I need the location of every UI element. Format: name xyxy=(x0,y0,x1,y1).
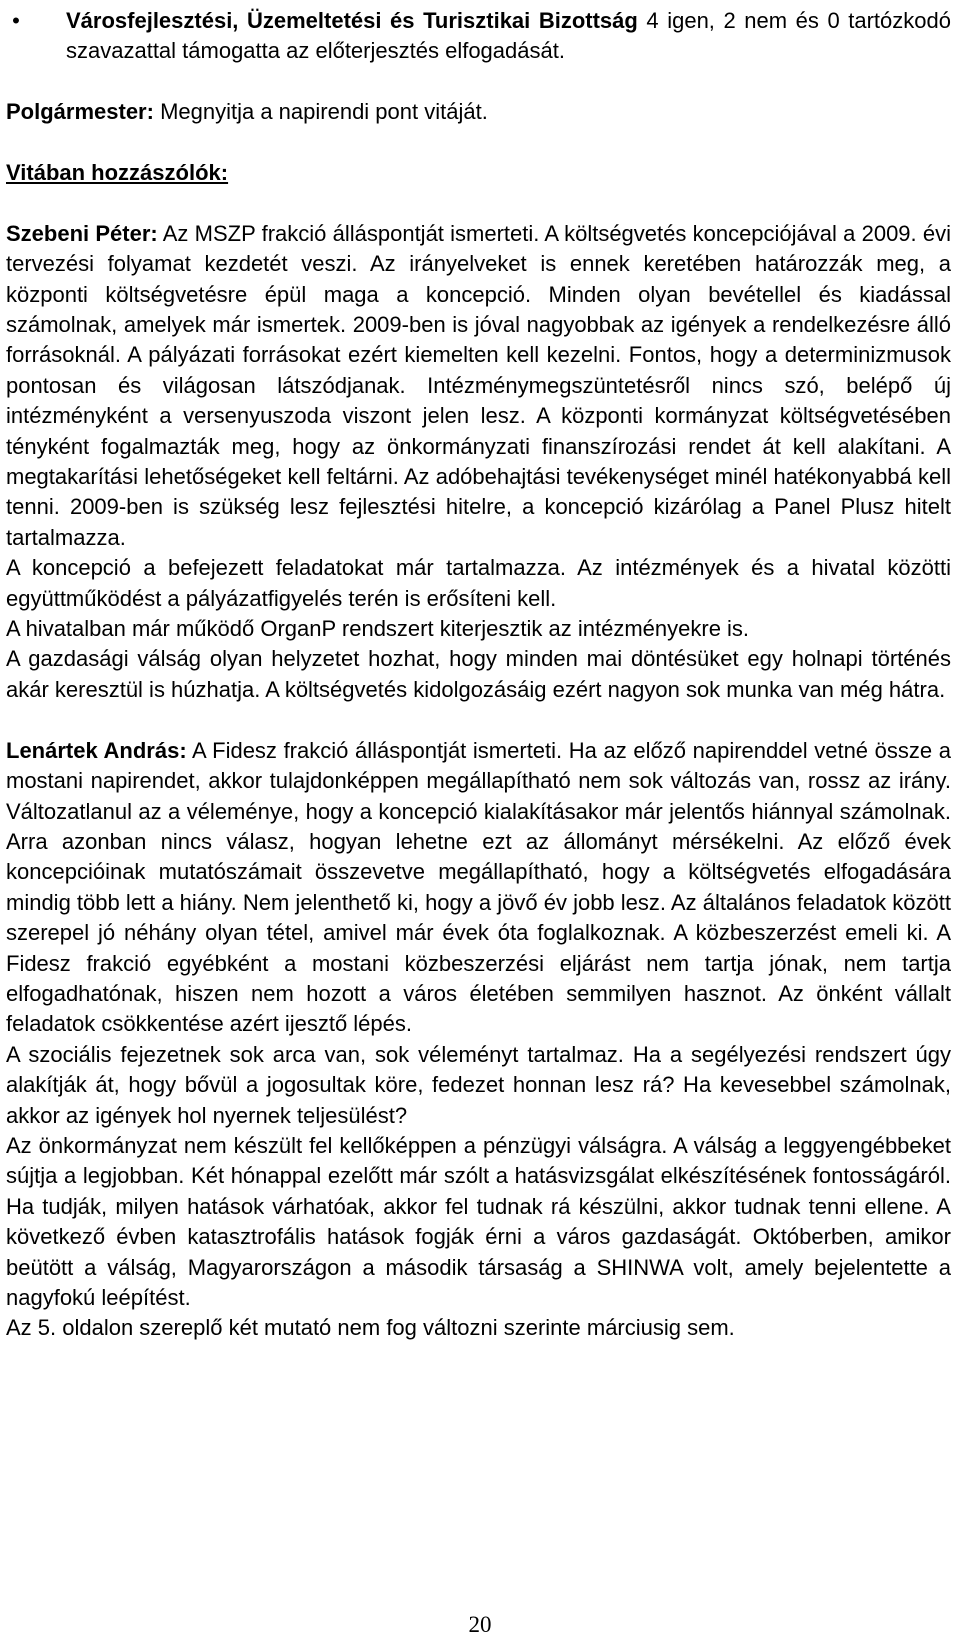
bullet-icon: • xyxy=(12,8,20,33)
page-number: 20 xyxy=(468,1612,492,1637)
committee-vote-item xyxy=(6,6,951,67)
speaker-szebeni-paragraph-4: A gazdasági válság olyan helyzetet hozhat, hogy minden mai döntésüket egy holnapi történés akár keresztül is húzhatja. A költségvetés kidolgozásáig ezért nagyon sok munka van még hátra. xyxy=(6,646,951,702)
speaker-lenartek-paragraph xyxy=(6,736,951,1040)
speaker-text: Az MSZP frakció álláspontját ismerteti. A költségvetés koncepciójával a 2009. évi tervezési folyamat kezdetét veszi. Az irányelveket is ennek keretében határozzák meg, a központi költségvetésre épül maga a koncepció. Minden olyan bevétellel és kiadással számolnak, amelyek már ismertek. 2009-ben is jóval nagyobbak az igények a rendelkezésre álló forrásoknál. A pályázati forrásokat ezért kiemelten kell kezelni. Fontos, hogy a determinizmusok pontosan és világosan látszódjanak. Intézménymegszüntetésről nincs szó, belépő új intézményként a versenyuszoda viszont jelen lesz. A központi kormányzat költségvetésében tényként fogalmazták meg, hogy az önkormányzati finanszírozási rendet át kell alakítani. A megtakarítási lehetőségeket kell feltárni. Az adóbehajtási tevékenységet minél hatékonyabbá kell tenni. 2009-ben is szükség lesz fejlesztési hitelre, a koncepció kizárólag a Panel Plusz hitelt tartalmazza. xyxy=(6,220,952,550)
speaker-lenartek-paragraph-2: A szociális fejezetnek sok arca van, sok véleményt tartalmaz. Ha a segélyezési rendszert úgy alakítják át, hogy bővül a jogosultak köre, fedezet honnan lesz rá? Ha kevesebbel számolnak, akkor az igények hol nyernek teljesülést? xyxy=(6,1041,951,1128)
speaker-name: Szebeni Péter: xyxy=(6,220,158,246)
committee-vote-text: 4 igen, 2 nem és 0 tartózkodó szavazattal támogatta az előterjesztés elfogadását. xyxy=(66,8,951,64)
speaker-szebeni-paragraph xyxy=(6,219,951,553)
document-body xyxy=(6,6,951,1344)
mayor-text: Megnyitja a napirendi pont vitáját. xyxy=(153,99,488,125)
speaker-lenartek-paragraph-4: Az 5. oldalon szereplő két mutató nem fog változni szerinte márciusig sem. xyxy=(6,1315,735,1341)
mayor-label: Polgármester: xyxy=(6,99,154,125)
speaker-text: A Fidesz frakció álláspontját ismerteti. Ha az előző napirenddel vetné össze a mostani napirendet, akkor tulajdonképpen megállapítható nem sok változás van, rossz az irány. Változatlanul az a véleménye, hogy a koncepció kialakításakor már jelentős hiánnyal számolnak. Arra azonban nincs válasz, hogyan lehetne ezt az állományt mérsékelni. Az előző évek koncepcióinak mutatószámait összevetve megállapítható, hogy a költségvetés elfogadására mindig több lett a hiány. Nem jelenthető ki, hogy a jövő év jobb lesz. Az általános feladatok között szerepel jó néhány olyan tétel, amivel már évek óta foglalkoznak. A közbeszerzést emeli ki. A Fidesz frakció egyébként a mostani közbeszerzési eljárást nem tartja jónak, nem tartja elfogadhatónak, hiszen nem hozott a város életében semmilyen hasznot. Az önként vállalt feladatok csökkentése azért ijesztő lépés. xyxy=(6,737,951,1037)
speaker-name: Lenártek András: xyxy=(6,737,187,763)
committee-name: Városfejlesztési, Üzemeltetési és Turisztikai Bizottság xyxy=(66,8,638,33)
speaker-lenartek-paragraph-3: Az önkormányzat nem készült fel kellőképpen a pénzügyi válságra. A válság a leggyengébbeket sújtja a legjobban. Két hónappal ezelőtt már szólt a hatásvizsgálat elkészítésének fontosságáról. Ha tudják, milyen hatások várhatóak, akkor fel tudnak rá készülni, akkor tudnak tenni ellene. A következő évben katasztrofális hatások fogják érni a város gazdaságát. Októberben, amikor beütött a válság, Magyarországon a második társaság a SHINWA volt, amely bejelentette a nagyfokú leépítést. xyxy=(6,1132,951,1310)
speaker-szebeni-paragraph-3: A hivatalban már működő OrganP rendszert kiterjesztik az intézményekre is. xyxy=(6,616,750,642)
debate-heading: Vitában hozzászólók: xyxy=(6,160,229,185)
mayor-paragraph xyxy=(6,97,951,127)
speaker-szebeni-paragraph-2: A koncepció a befejezett feladatokat már tartalmazza. Az intézmények és a hivatal közötti együttműködést a pályázatfigyelés terén is erősíteni kell. xyxy=(6,555,951,611)
